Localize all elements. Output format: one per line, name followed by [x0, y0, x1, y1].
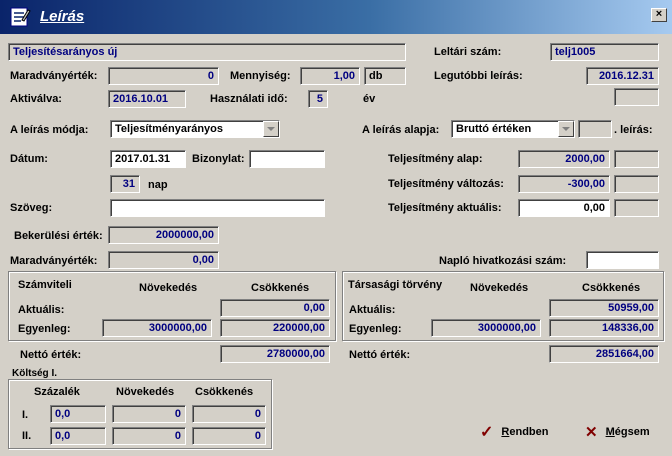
quantity-label: Mennyiség:	[230, 70, 291, 82]
empty-box-4	[614, 199, 659, 217]
chevron-down-icon[interactable]	[263, 121, 279, 137]
corporate-net-label: Nettó érték:	[349, 349, 411, 361]
cost-col-pct: Százalék	[34, 386, 80, 398]
corporate-current-dec[interactable]: 50959,00	[549, 299, 659, 317]
accounting-col-dec: Csökkenés	[251, 282, 310, 294]
residual-field[interactable]: 0	[108, 67, 219, 85]
entry-value-label: Bekerülési érték:	[14, 230, 103, 242]
residual2-field[interactable]: 0,00	[108, 251, 219, 269]
empty-box-2	[614, 150, 659, 168]
residual-label: Maradványérték:	[10, 70, 98, 82]
entry-value-field[interactable]: 2000000,00	[108, 226, 219, 244]
cost-col-dec: Csökkenés	[195, 386, 254, 398]
cancel-label: Mégsem	[605, 426, 650, 438]
residual2-label: Maradványérték:	[10, 255, 98, 267]
accounting-net-value[interactable]: 2780000,00	[220, 345, 330, 363]
text-label: Szöveg:	[10, 202, 53, 214]
cost-row2-dec[interactable]: 0	[192, 427, 266, 445]
accounting-current-dec[interactable]: 0,00	[220, 299, 330, 317]
empty-box-1	[614, 88, 659, 106]
basis-label: A leírás alapja:	[362, 124, 440, 136]
days-field: 31	[110, 175, 140, 193]
corporate-col-dec: Csökkenés	[582, 282, 641, 294]
accounting-balance-dec[interactable]: 220000,00	[220, 319, 330, 337]
document-field[interactable]	[249, 150, 325, 168]
perf-current-label: Teljesítmény aktuális:	[388, 202, 502, 214]
check-icon: ✓	[480, 424, 494, 441]
corporate-net-value[interactable]: 2851664,00	[549, 345, 659, 363]
empty-box-3	[614, 175, 659, 193]
accounting-balance-inc[interactable]: 3000000,00	[102, 319, 212, 337]
x-icon: ✕	[585, 424, 598, 441]
method-select[interactable]	[110, 120, 280, 138]
accounting-balance-label: Egyenleg:	[18, 323, 71, 335]
writeoff-count-field[interactable]	[578, 120, 612, 138]
basis-value: Bruttó értéken	[456, 123, 532, 135]
document-icon	[8, 6, 32, 28]
journal-ref-field[interactable]	[586, 251, 659, 269]
window-title: Leírás	[40, 8, 85, 25]
ledger-field[interactable]: telj1005	[550, 43, 659, 61]
name-field[interactable]: Teljesítésarányos új	[8, 43, 406, 61]
perf-base-field[interactable]: 2000,00	[518, 150, 610, 168]
days-unit: nap	[148, 179, 168, 191]
cost-row-label: II.	[22, 430, 32, 442]
quantity-unit: db	[364, 67, 406, 85]
cost-title: Költség I.	[12, 368, 58, 379]
cancel-button[interactable]	[585, 421, 650, 443]
cost-row1-pct[interactable]: 0,0	[50, 405, 106, 423]
cost-row-label: I.	[22, 409, 29, 421]
date-field[interactable]: 2017.01.31	[110, 150, 186, 168]
ledger-label: Leltári szám:	[434, 46, 502, 58]
accounting-net-label: Nettó érték:	[20, 349, 82, 361]
method-label: A leírás módja:	[10, 124, 89, 136]
corporate-title: Társasági törvény	[348, 279, 443, 291]
text-field[interactable]	[110, 199, 325, 217]
usage-time-unit: év	[363, 93, 376, 105]
usage-time-field[interactable]: 5	[308, 90, 328, 108]
method-value: Teljesítményarányos	[115, 123, 224, 135]
accounting-col-inc: Növekedés	[139, 282, 198, 294]
cost-col-inc: Növekedés	[116, 386, 175, 398]
last-writeoff-label: Legutóbbi leírás:	[434, 70, 523, 82]
chevron-down-icon[interactable]	[558, 121, 574, 137]
corporate-balance-label: Egyenleg:	[349, 323, 402, 335]
last-writeoff-field[interactable]: 2016.12.31	[586, 67, 659, 85]
cost-row2-inc[interactable]: 0	[112, 427, 186, 445]
ok-label: Rendben	[501, 426, 549, 438]
cost-row2-pct[interactable]: 0,0	[50, 427, 106, 445]
quantity-field[interactable]: 1,00	[300, 67, 360, 85]
basis-select[interactable]	[451, 120, 575, 138]
activated-field[interactable]: 2016.10.01	[108, 90, 186, 108]
corporate-col-inc: Növekedés	[470, 282, 529, 294]
journal-ref-label: Napló hivatkozási szám:	[439, 255, 567, 267]
corporate-current-label: Aktuális:	[349, 304, 396, 316]
cost-row1-inc[interactable]: 0	[112, 405, 186, 423]
close-button[interactable]: ×	[651, 8, 667, 22]
ok-button[interactable]	[480, 421, 548, 443]
corporate-balance-inc[interactable]: 3000000,00	[431, 319, 541, 337]
title-bar[interactable]	[0, 0, 672, 34]
accounting-current-label: Aktuális:	[18, 304, 65, 316]
cost-row1-dec[interactable]: 0	[192, 405, 266, 423]
activated-label: Aktiválva:	[10, 93, 62, 105]
accounting-title: Számviteli	[18, 279, 72, 291]
document-label: Bizonylat:	[192, 153, 245, 165]
corporate-balance-dec[interactable]: 148336,00	[549, 319, 659, 337]
perf-change-field[interactable]: -300,00	[518, 175, 610, 193]
perf-change-label: Teljesítmény változás:	[388, 178, 504, 190]
usage-time-label: Használati idő:	[210, 93, 288, 105]
writeoff-suffix-label: . leírás:	[614, 124, 653, 136]
perf-base-label: Teljesítmény alap:	[388, 153, 483, 165]
date-label: Dátum:	[10, 153, 48, 165]
perf-current-field[interactable]: 0,00	[518, 199, 610, 217]
